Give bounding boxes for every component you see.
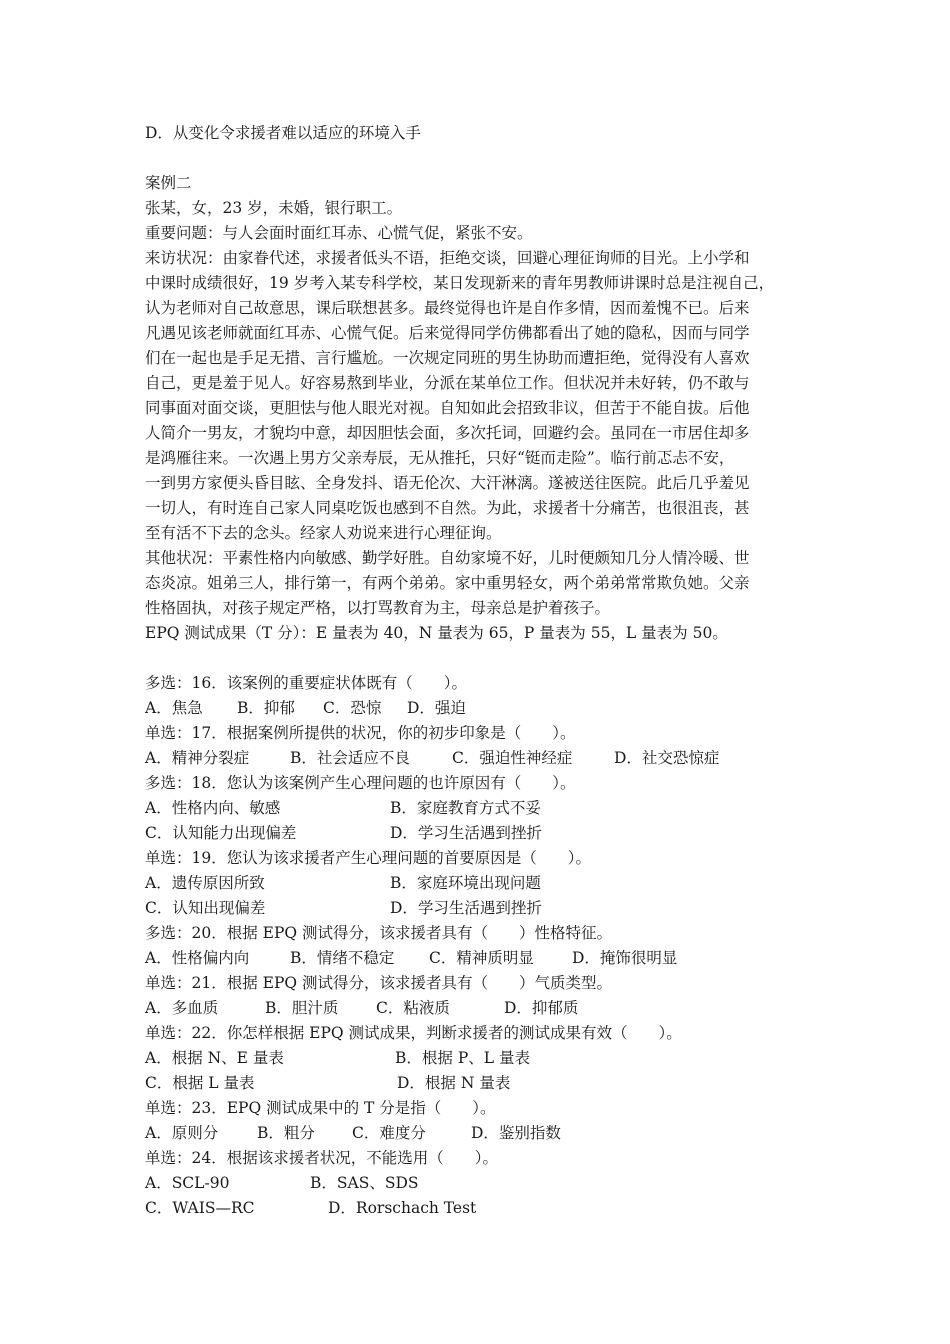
option-d: D．掩饰很明显	[572, 949, 678, 967]
options-row	[145, 1046, 825, 1071]
options-row	[145, 796, 825, 821]
option-d: D．抑郁质	[504, 999, 579, 1017]
question-24	[145, 1146, 825, 1221]
option-c: C．WAIS—RC	[145, 1199, 255, 1217]
option-b: B．情绪不稳定	[290, 949, 395, 967]
question-23	[145, 1096, 825, 1146]
question-stem: 多选：18．您认为该案例产生心理问题的也许原因有（ ）。	[145, 774, 576, 792]
question-stem: 单选：21．根据 EPQ 测试得分，该求援者具有（ ）气质类型。	[145, 974, 613, 992]
option-a: A．精神分裂症	[145, 749, 250, 767]
options-row	[145, 996, 825, 1021]
epq-result: EPQ 测试成果（T 分）：E 量表为 40，N 量表为 65，P 量表为 55，L 量表为 50。	[145, 624, 728, 642]
option-c: C．粘液质	[376, 999, 450, 1017]
option-c: C．精神质明显	[429, 949, 534, 967]
question-stem: 多选：20．根据 EPQ 测试得分，该求援者具有（ ）性格特征。	[145, 924, 613, 942]
option-b: B．家庭教育方式不妥	[390, 799, 541, 817]
text-line: 态炎凉。姐弟三人，排行第一，有两个弟弟。家中重男轻女，两个弟弟常常欺负她。父亲	[145, 574, 750, 592]
text-line: 来访状况：由家眷代述，求援者低头不语，拒绝交谈，回避心理征询师的目光。上小学和	[145, 249, 750, 267]
main-problem: 重要问题：与人会面时面红耳赤、心慌气促，紧张不安。	[145, 224, 533, 242]
question-21	[145, 971, 825, 1021]
option-b: B．粗分	[257, 1124, 315, 1142]
option-d: D．Rorschach Test	[328, 1199, 477, 1217]
question-19	[145, 846, 825, 921]
options-row	[145, 896, 825, 921]
case-intro: 张某，女，23 岁，未婚，银行职工。	[145, 199, 403, 217]
question-stem: 单选：23．EPQ 测试成果中的 T 分是指（ ）。	[145, 1099, 496, 1117]
other-situation	[145, 546, 825, 621]
case-title: 案例二	[145, 174, 192, 192]
options-row	[145, 1196, 825, 1221]
option-b: B．抑郁	[237, 699, 295, 717]
options-row	[145, 871, 825, 896]
options-row	[145, 1171, 825, 1196]
option-a: A．性格偏内向	[145, 949, 250, 967]
question-stem: 单选：19．您认为该求援者产生心理问题的首要原因是（ ）。	[145, 849, 591, 867]
text-line: 自己，更是羞于见人。好容易熬到毕业，分派在某单位工作。但状况并未好转，仍不敢与	[145, 374, 750, 392]
text-line: 是鸿雁往来。一次遇上男方父亲寿辰，无从推托，只好“铤而走险”。临行前忑忐不安，	[145, 449, 735, 467]
visit-situation	[145, 246, 825, 546]
option-c: C．难度分	[352, 1124, 426, 1142]
text-line: 同事面对面交谈，更胆怯与他人眼光对视。自知如此会招致非议，但苦于不能自拔。后他	[145, 399, 750, 417]
option-c: C．根据 L 量表	[145, 1074, 255, 1092]
text-line: 一切人，有时连自己家人同桌吃饭也感到不自然。为此，求援者十分痛苦，也很沮丧，甚	[145, 499, 750, 517]
options-row	[145, 696, 825, 721]
question-22	[145, 1021, 825, 1096]
option-b: B．SAS、SDS	[310, 1174, 419, 1192]
option-a: A．性格内向、敏感	[145, 799, 281, 817]
question-stem: 多选：16．该案例的重要症状体既有（ ）。	[145, 674, 467, 692]
option-d: D．学习生活遇到挫折	[390, 824, 542, 842]
options-row	[145, 746, 825, 771]
option-c: C．认知出现偏差	[145, 899, 266, 917]
question-20	[145, 921, 825, 971]
option-a: A．遗传原因所致	[145, 874, 265, 892]
question-18	[145, 771, 825, 846]
option-a: A．SCL-90	[145, 1174, 230, 1192]
text-line: 人简介一男友，才貌均中意，却因胆怯会面，多次托词，回避约会。虽同在一市居住却多	[145, 424, 750, 442]
text-line: 其他状况：平素性格内向敏感、勤学好胜。自幼家境不好，儿时便颇知几分人情冷暖、世	[145, 549, 750, 567]
text-line: 们在一起也是手足无措、言行尴尬。一次规定同班的男生协助而遭拒绝，觉得没有人喜欢	[145, 349, 750, 367]
options-row	[145, 1121, 825, 1146]
question-17	[145, 721, 825, 771]
options-row	[145, 1071, 825, 1096]
option-c: C．认知能力出现偏差	[145, 824, 297, 842]
option-b: B．根据 P、L 量表	[395, 1049, 530, 1067]
text-line: 中课时成绩很好，19 岁考入某专科学校，某日发现新来的青年男教师讲课时总是注视自己，	[145, 274, 775, 292]
option-a: A．原则分	[145, 1124, 219, 1142]
options-row	[145, 946, 825, 971]
text-line: 至有活不下去的念头。经家人劝说来进行心理征询。	[145, 524, 502, 542]
option-a: A．焦急	[145, 699, 203, 717]
option-b: B．家庭环境出现问题	[390, 874, 541, 892]
option-d: D．鉴别指数	[471, 1124, 561, 1142]
option-a: A．根据 N、E 量表	[145, 1049, 284, 1067]
document-page	[145, 121, 825, 1221]
question-stem: 单选：24．根据该求援者状况，不能选用（ ）。	[145, 1149, 498, 1167]
question-stem: 单选：22．你怎样根据 EPQ 测试成果，判断求援者的测试成果有效（ ）。	[145, 1024, 682, 1042]
options-row	[145, 821, 825, 846]
option-d: D．社交恐惊症	[614, 749, 720, 767]
text-line: 一到男方家便头昏目眩、全身发抖、语无伦次、大汗淋漓。遂被送往医院。此后几乎羞见	[145, 474, 750, 492]
question-16	[145, 671, 825, 721]
text-line: 凡遇见该老师就面红耳赤、心慌气促。后来觉得同学仿佛都看出了她的隐私，因而与同学	[145, 324, 750, 342]
option-a: A．多血质	[145, 999, 219, 1017]
option-b: B．社会适应不良	[290, 749, 410, 767]
option-d: D．根据 N 量表	[397, 1074, 511, 1092]
option-c: C．强迫性神经症	[452, 749, 573, 767]
option-d: D．学习生活遇到挫折	[390, 899, 542, 917]
question-stem: 单选：17．根据案例所提供的状况，你的初步印象是（ ）。	[145, 724, 576, 742]
text-line: 性格固执，对孩子规定严格，以打骂教育为主，母亲总是护着孩子。	[145, 599, 611, 617]
text-line: 认为老师对自己故意思，课后联想甚多。最终觉得也许是自作多情，因而羞愧不已。后来	[145, 299, 750, 317]
option-d: D．强迫	[407, 699, 466, 717]
previous-option-d: D．从变化令求援者难以适应的环境入手	[145, 124, 421, 142]
option-b: B．胆汁质	[265, 999, 339, 1017]
option-c: C．恐惊	[323, 699, 382, 717]
